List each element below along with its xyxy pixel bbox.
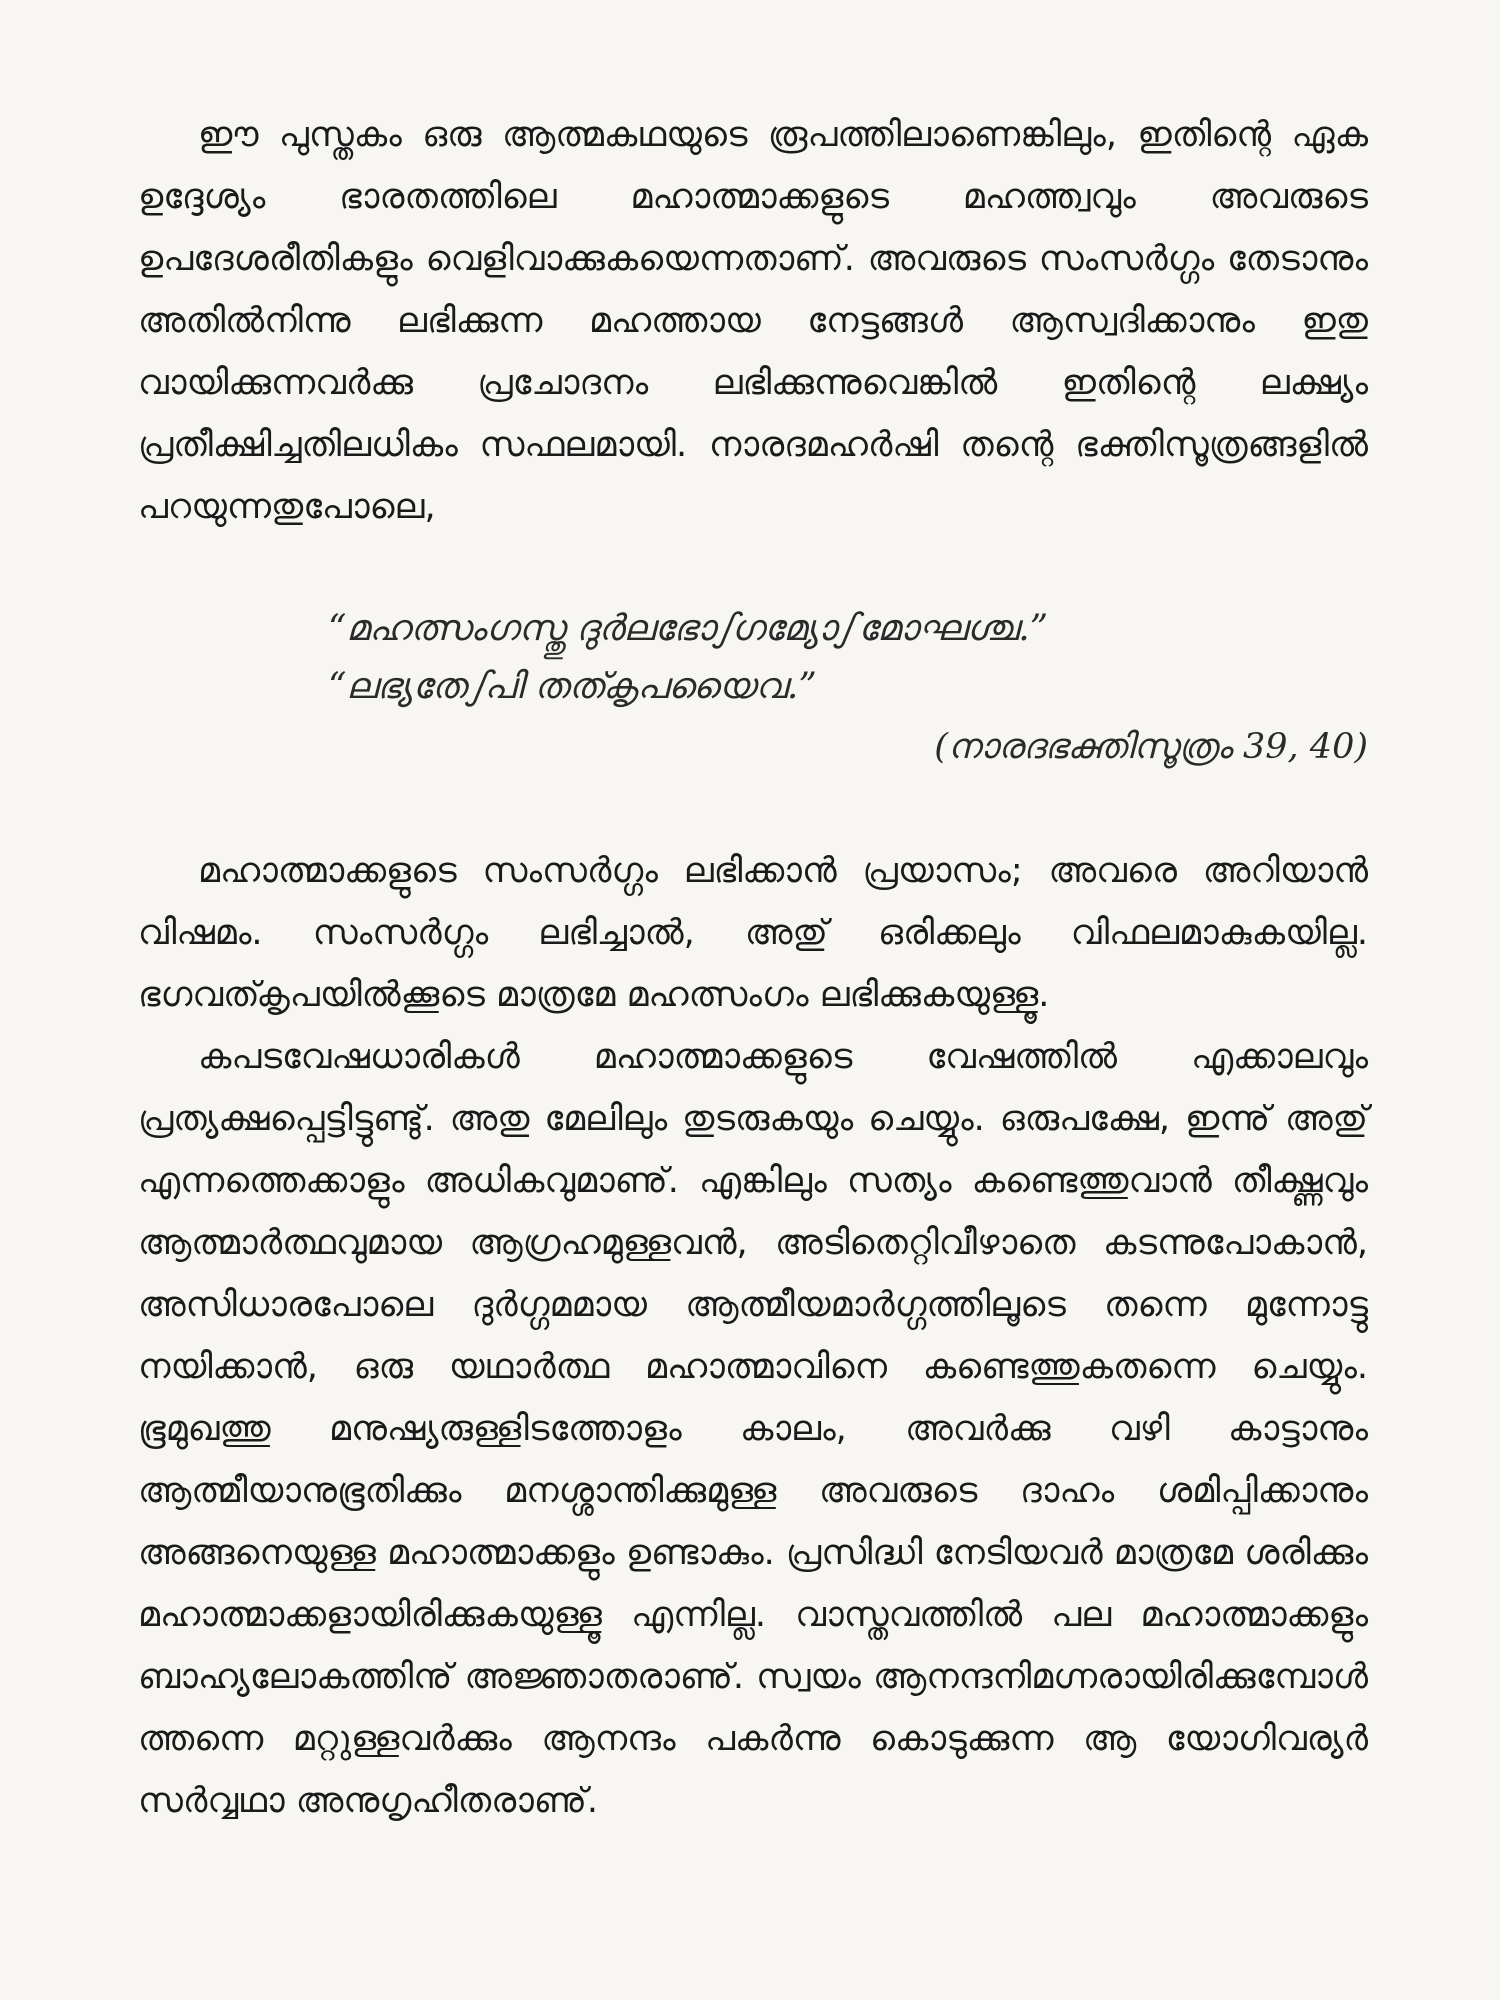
quote-line-2: “ലഭ്യതേഽപി തത്കൃപയൈവ.” <box>328 666 817 707</box>
quotation-block <box>328 600 1368 778</box>
quote-citation: (നാരദഭക്തിസൂത്രം 39, 40) <box>934 727 1368 767</box>
document-page <box>138 104 1368 1832</box>
intro-paragraph: ഈ പുസ്തകം ഒരു ആത്മകഥയുടെ രൂപത്തിലാണെങ്കിലും, ഇതിന്റെ ഏക ഉദ്ദേശ്യം ഭാരതത്തിലെ മഹാത്മാക്കളുടെ മഹത്ത്വവും അവരുടെ ഉപദേശരീതികളും വെളിവാക്കുകയെന്നതാണ്. അവരുടെ സംസർഗ്ഗം തേടാനും അതിൽനിന്നു ലഭിക്കുന്ന മഹത്തായ നേട്ടങ്ങൾ ആസ്വദിക്കാനും ഇതു വായിക്കുന്നവർക്കു പ്രചോദനം ലഭിക്കുന്നുവെങ്കിൽ ഇതിന്റെ ലക്ഷ്യം പ്രതീക്ഷിച്ചതിലധികം സഫലമായി. നാരദമഹർഷി തന്റെ ഭക്തിസൂത്രങ്ങളിൽ പറയുന്നതുപോലെ, <box>138 115 1368 527</box>
body-paragraph-1: മഹാത്മാക്കളുടെ സംസർഗ്ഗം ലഭിക്കാൻ പ്രയാസം; അവരെ അറിയാൻ വിഷമം. സംസർഗ്ഗം ലഭിച്ചാൽ, അതു് ഒരിക്കലും വിഫലമാകുകയില്ല. ഭഗവത്കൃപയിൽക്കൂടെ മാത്രമേ മഹത്സംഗം ലഭിക്കുകയുള്ളൂ. <box>138 851 1368 1015</box>
body-paragraph-2: കപടവേഷധാരികൾ മഹാത്മാക്കളുടെ വേഷത്തിൽ എക്കാലവും പ്രത്യക്ഷപ്പെട്ടിട്ടുണ്ടു്. അതു മേലിലും തുടരുകയും ചെയ്യും. ഒരുപക്ഷേ, ഇന്നു് അതു് എന്നത്തെക്കാളും അധികവുമാണു്. എങ്കിലും സത്യം കണ്ടെത്തുവാൻ തീക്ഷ്ണവും ആത്മാർത്ഥവുമായ ആഗ്രഹമുള്ളവൻ, അടിതെറ്റിവീഴാതെ കടന്നുപോകാൻ, അസിധാരപോലെ ദുർഗ്ഗമമായ ആത്മീയമാർഗ്ഗത്തിലൂടെ തന്നെ മുന്നോട്ടു നയിക്കാൻ, ഒരു യഥാർത്ഥ മഹാത്മാവിനെ കണ്ടെത്തുകതന്നെ ചെയ്യും. ഭൂമുഖത്തു മനുഷ്യരുള്ളിടത്തോളം കാലം, അവർക്കു വഴി കാട്ടാനും ആത്മീയാനുഭൂതിക്കും മനശ്ശാന്തിക്കുമുള്ള അവരുടെ ദാഹം ശമിപ്പിക്കാനും അങ്ങനെയുള്ള മഹാത്മാക്കളും ഉണ്ടാകും. പ്രസിദ്ധി നേടിയവർ മാത്രമേ ശരിക്കും മഹാത്മാക്കളായിരിക്കുകയുള്ളൂ എന്നില്ല. വാസ്തവത്തിൽ പല മഹാത്മാക്കളും ബാഹ്യലോകത്തിനു് അജ്ഞാതരാണു്. സ്വയം ആനന്ദനിമഗ്നരായിരിക്കുമ്പോൾ ത്തന്നെ മറ്റുള്ളവർക്കും ആനന്ദം പകർന്നു കൊടുക്കുന്ന ആ യോഗിവര്യർ സർവ്വഥാ അനുഗൃഹീതരാണു്. <box>138 1037 1368 1821</box>
quote-line-1: “മഹത്സംഗസ്തു ദുർലഭോഽഗമ്യോഽമോഘശ്ച.” <box>328 608 1049 649</box>
